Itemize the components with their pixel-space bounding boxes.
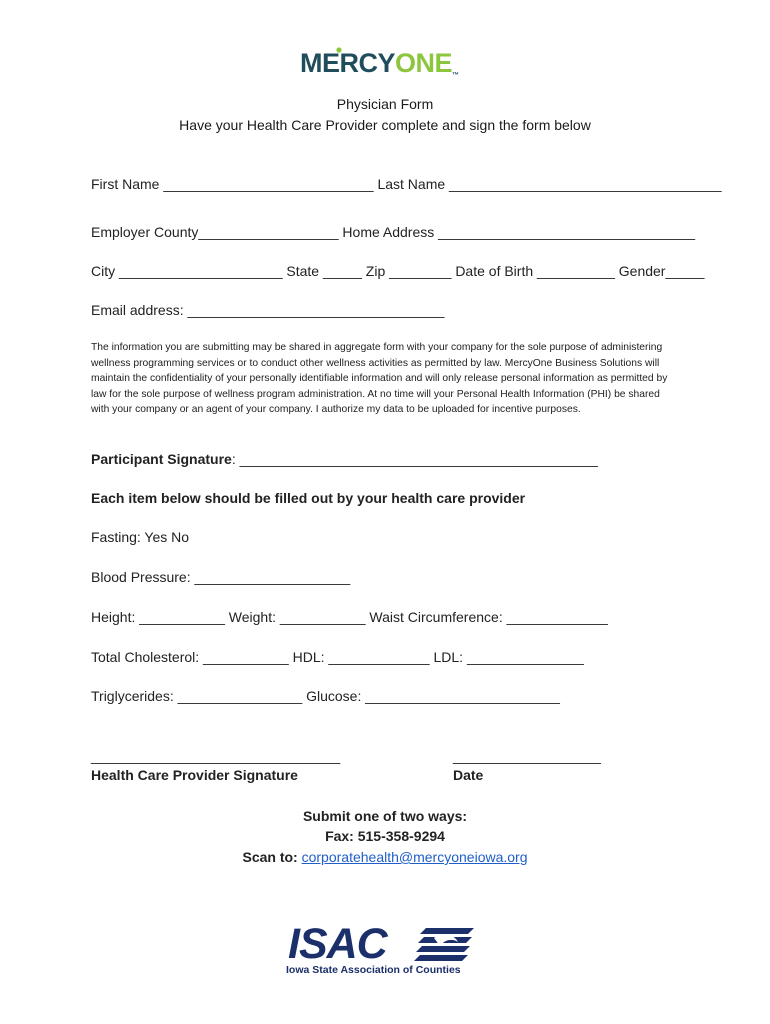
- isac-logo-stripes-icon: [414, 924, 484, 968]
- date-blank[interactable]: ___________________: [453, 748, 601, 764]
- participant-signature-blank[interactable]: : ______________________________________________: [231, 451, 598, 467]
- logo-mercy: MERCY: [300, 48, 396, 78]
- date-label: Date: [453, 767, 484, 783]
- name-fields-line[interactable]: First Name ___________________________ Last Name ___________________________________: [91, 176, 722, 192]
- form-subtitle: Have your Health Care Provider complete and sign the form below: [179, 117, 591, 133]
- isac-logo: [284, 920, 494, 984]
- scan-email-link[interactable]: corporatehealth@mercyoneiowa.org: [301, 849, 528, 865]
- provider-signature-blank[interactable]: ________________________________: [91, 748, 341, 764]
- triglycerides-glucose-line[interactable]: Triglycerides: ________________ Glucose: _________________________: [91, 688, 560, 704]
- submit-fax: Fax: 515-358-9294: [325, 828, 445, 844]
- logo-one: ONE: [395, 48, 453, 78]
- employer-address-line[interactable]: Employer County__________________ Home Address _________________________________: [91, 224, 696, 240]
- disclaimer-text: The information you are submitting may be shared in aggregate form with your company for the sole purpose of administering wellness programming services or to conduct other wellness activities as permitted by law. MercyOne Business Solutions will maintain the confidentiality of your personally identifiable information and will only release personal information as permitted by law for the sole purpose of wellness program administration. At no time will your Personal Health Information (PHI) be shared with your company or an agent of your company. I authorize my data to be uploaded for incentive purposes.: [91, 342, 668, 416]
- participant-signature-line[interactable]: [91, 451, 598, 467]
- mercyone-logo-text: [300, 48, 459, 79]
- form-title: Physician Form: [336, 96, 434, 112]
- email-line[interactable]: Email address: _________________________________: [91, 302, 445, 318]
- participant-signature-label: Participant Signature: [91, 451, 232, 467]
- cholesterol-line[interactable]: Total Cholesterol: ___________ HDL: _____________ LDL: _______________: [91, 649, 584, 665]
- height-weight-waist-line[interactable]: Height: ___________ Weight: ___________ Waist Circumference: _____________: [91, 609, 608, 625]
- isac-logo-text: ISAC: [288, 920, 387, 968]
- fasting-line[interactable]: Fasting: Yes No: [91, 529, 190, 545]
- provider-section-heading: Each item below should be filled out by your health care provider: [91, 490, 526, 506]
- city-state-zip-line[interactable]: City _____________________ State _____ Zip ________ Date of Birth __________ Gender_____: [91, 263, 705, 279]
- submit-scan-line: [0, 849, 770, 865]
- isac-logo-subtitle: Iowa State Association of Counties: [286, 964, 461, 976]
- logo-trademark: ™: [452, 72, 459, 79]
- mercyone-logo: [300, 44, 470, 84]
- provider-signature-label: Health Care Provider Signature: [91, 767, 298, 783]
- scan-label: Scan to:: [242, 849, 302, 865]
- submit-heading: Submit one of two ways:: [302, 808, 468, 824]
- privacy-disclaimer: [91, 340, 681, 418]
- blood-pressure-line[interactable]: Blood Pressure: ____________________: [91, 569, 351, 585]
